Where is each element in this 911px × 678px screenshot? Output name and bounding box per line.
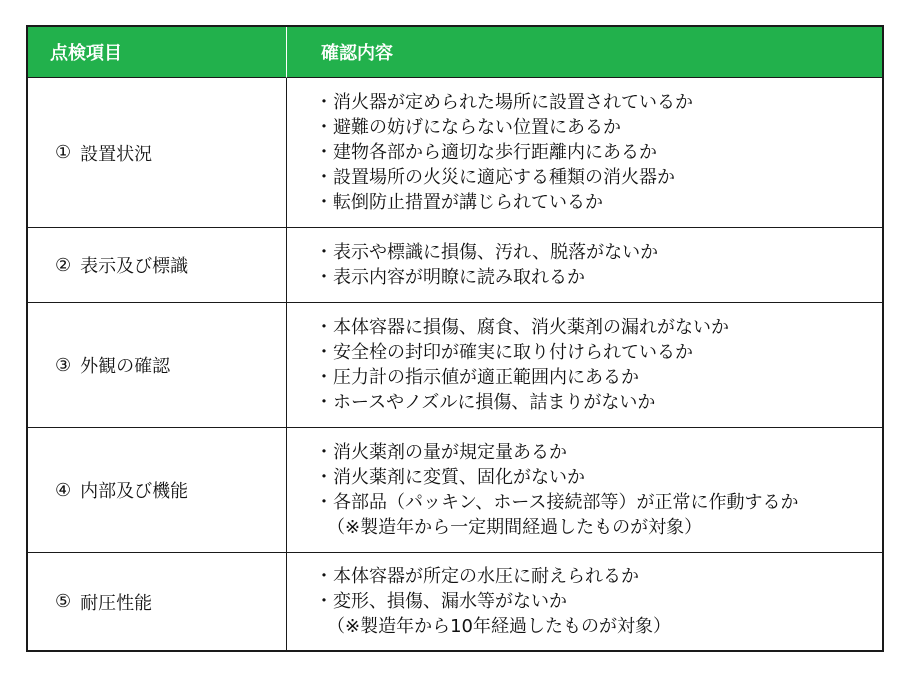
row-2-item-label: 表示及び標識 bbox=[80, 256, 189, 277]
row-2-number: ② bbox=[55, 254, 72, 276]
header-item-label: 点検項目 bbox=[50, 43, 122, 64]
header-content-column bbox=[287, 27, 882, 78]
row-3-line-3: ・圧力計の指示値が適正範囲内にあるか bbox=[315, 367, 639, 388]
row-3-number: ③ bbox=[55, 354, 72, 376]
inspection-table bbox=[26, 25, 884, 652]
row-4-item-cell bbox=[28, 428, 287, 553]
row-3-line-1: ・本体容器に損傷、腐食、消火薬剤の漏れがないか bbox=[315, 317, 729, 338]
row-5-content-cell bbox=[287, 553, 882, 650]
row-2-item-cell bbox=[28, 228, 287, 303]
row-2-line-1: ・表示や標識に損傷、汚れ、脱落がないか bbox=[315, 242, 659, 263]
row-1-item-cell bbox=[28, 78, 287, 228]
row-1-content-cell bbox=[287, 78, 882, 228]
row-3-item-label: 外観の確認 bbox=[80, 356, 171, 377]
row-1-line-2: ・避難の妨げにならない位置にあるか bbox=[315, 117, 621, 138]
row-5-item-label: 耐圧性能 bbox=[80, 592, 153, 614]
row-4-line-2: ・消火薬剤に変質、固化がないか bbox=[315, 467, 585, 488]
row-1-line-4: ・設置場所の火災に適応する種類の消火器か bbox=[315, 167, 675, 188]
row-5-note: （※製造年から10年経過したものが対象） bbox=[327, 616, 671, 637]
row-4-line-3: ・各部品（パッキン、ホース接続部等）が正常に作動するか bbox=[315, 492, 799, 513]
row-4-number: ④ bbox=[55, 479, 72, 501]
row-4-item-label: 内部及び機能 bbox=[80, 481, 189, 502]
row-4-content-cell bbox=[287, 428, 882, 553]
row-5-number: ⑤ bbox=[55, 591, 72, 612]
row-1-line-5: ・転倒防止措置が講じられているか bbox=[315, 192, 603, 213]
row-2-content-cell bbox=[287, 228, 882, 303]
row-1-item-label: 設置状況 bbox=[80, 143, 153, 165]
row-4-note: （※製造年から一定期間経過したものが対象） bbox=[327, 517, 703, 538]
row-4-line-1: ・消火薬剤の量が規定量あるか bbox=[315, 442, 567, 463]
row-2-line-2: ・表示内容が明瞭に読み取れるか bbox=[315, 267, 585, 288]
row-3-item-cell bbox=[28, 303, 287, 428]
row-3-line-4: ・ホースやノズルに損傷、詰まりがないか bbox=[315, 392, 656, 413]
row-3-line-2: ・安全栓の封印が確実に取り付けられているか bbox=[315, 342, 693, 363]
header-item-column bbox=[28, 27, 287, 78]
row-5-line-1: ・本体容器が所定の水圧に耐えられるか bbox=[315, 566, 639, 587]
header-content-label: 確認内容 bbox=[321, 43, 393, 64]
row-1-line-1: ・消火器が定められた場所に設置されているか bbox=[315, 92, 693, 113]
row-3-content-cell bbox=[287, 303, 882, 428]
row-1-number: ① bbox=[55, 142, 72, 163]
row-5-line-2: ・変形、損傷、漏水等がないか bbox=[315, 591, 567, 612]
row-5-item-cell bbox=[28, 553, 287, 650]
row-1-line-3: ・建物各部から適切な歩行距離内にあるか bbox=[315, 142, 657, 163]
